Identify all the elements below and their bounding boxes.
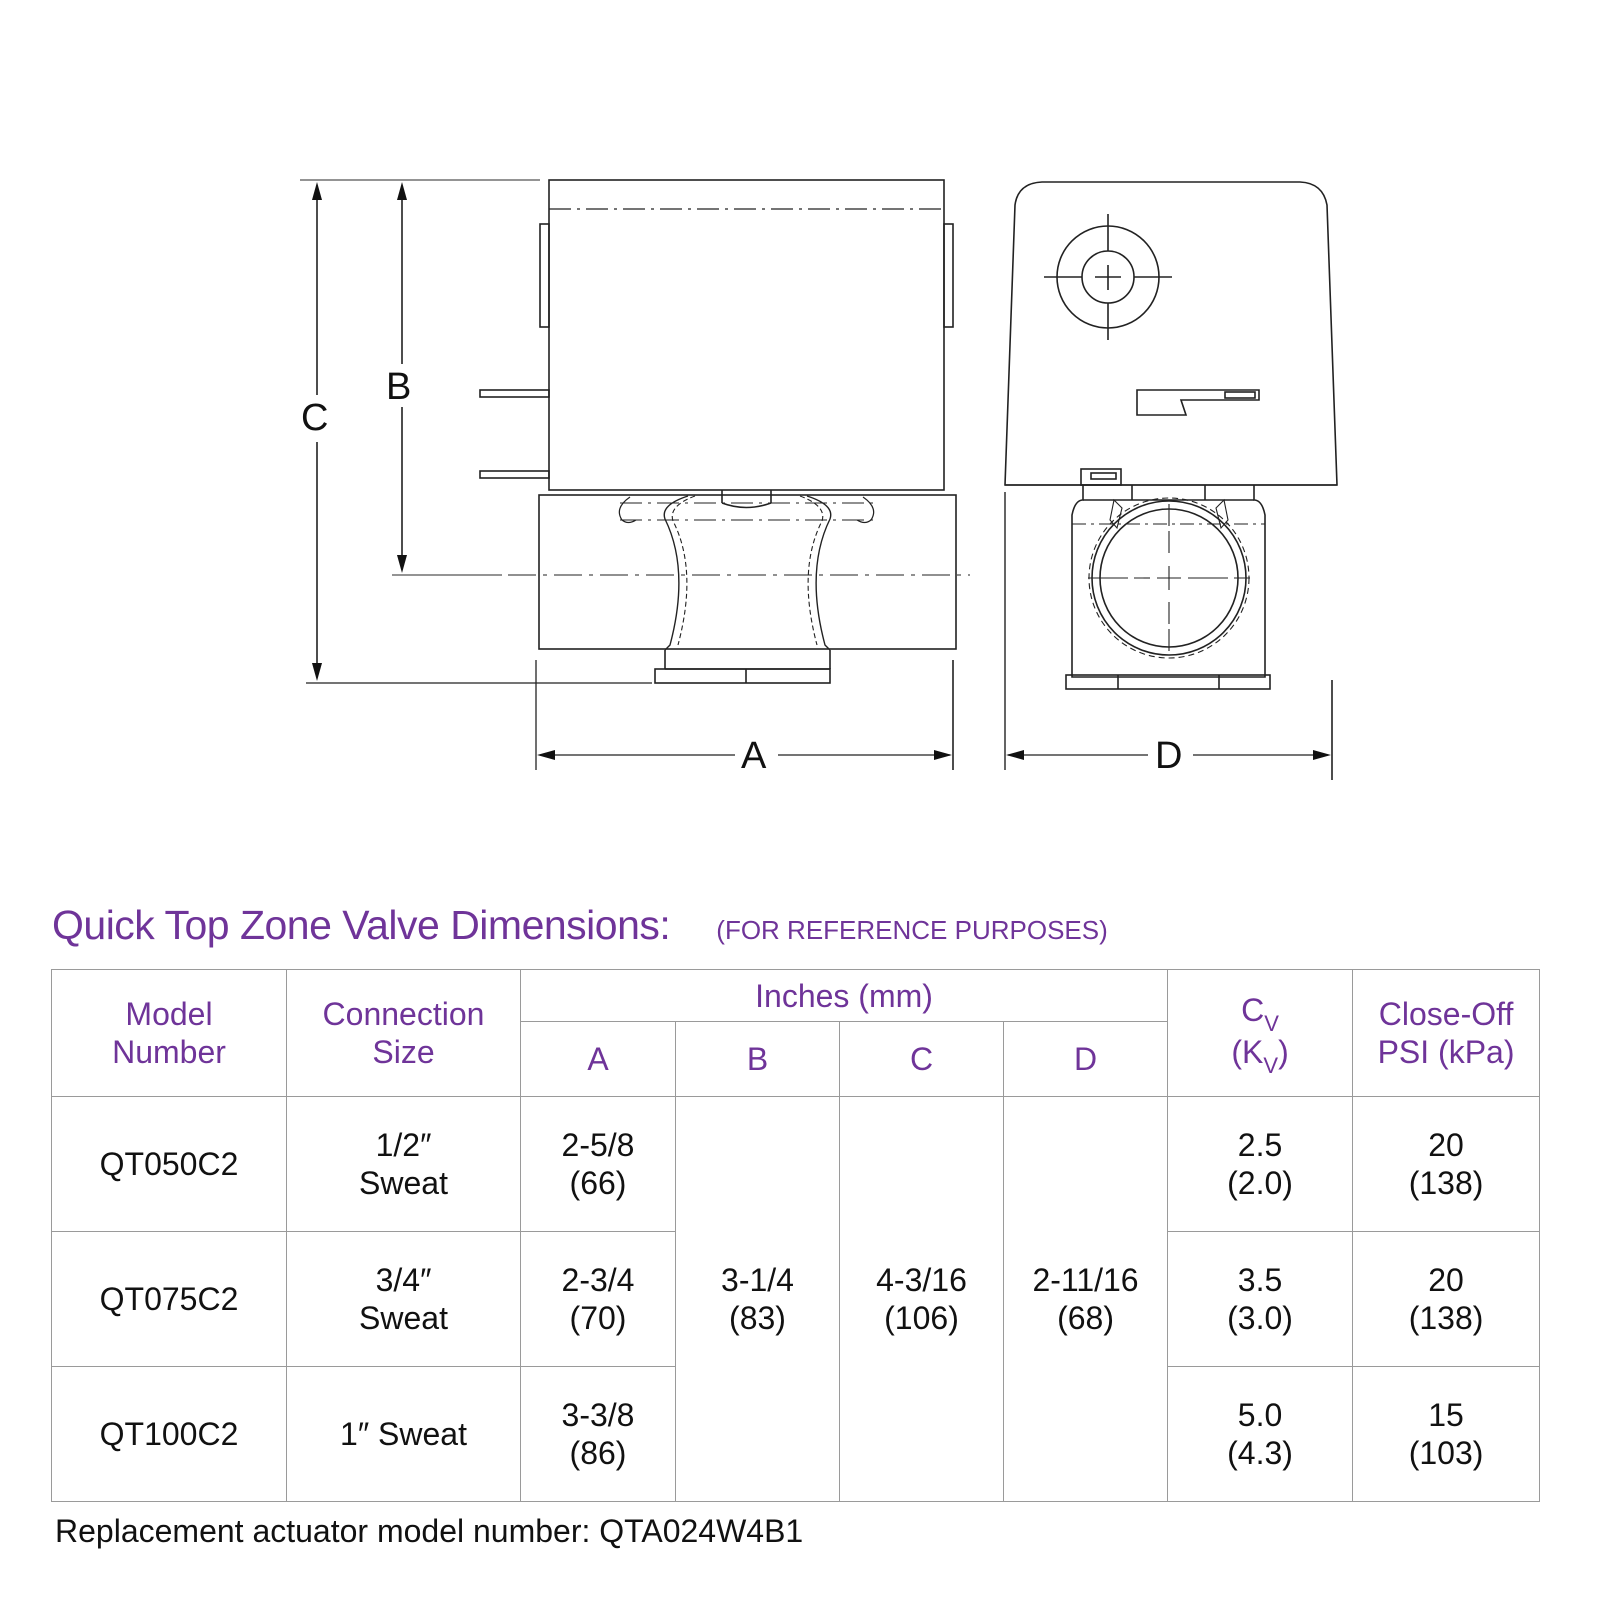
cell-connection: 1/2″ Sweat [287,1097,521,1232]
cell-connection: 3/4″ Sweat [287,1232,521,1367]
cell-connection: 1″ Sweat [287,1367,521,1502]
cell-d-shared: 2-11/16 (68) [1004,1097,1168,1502]
header-close-off: Close-Off PSI (kPa) [1353,970,1540,1097]
side-view [392,180,970,683]
header-cv-kv: $C_V$ $(K_V)$ [1168,970,1353,1097]
front-view [1005,182,1337,689]
header-model-number: Model Number [52,970,287,1097]
table-heading [52,902,1108,949]
dimensions-table [51,969,1540,1502]
page-title: Quick Top Zone Valve Dimensions: [52,902,671,948]
header-b: B [676,1022,840,1097]
dimension-label-b: B [382,368,415,406]
cell-close-off: 15 (103) [1353,1367,1540,1502]
cell-a: 2-3/4 (70) [521,1232,676,1367]
header-c: C [840,1022,1004,1097]
header-d: D [1004,1022,1168,1097]
cell-c-shared: 4-3/16 (106) [840,1097,1004,1502]
dimension-label-d: D [1151,737,1186,775]
cell-model: QT100C2 [52,1367,287,1502]
cell-close-off: 20 (138) [1353,1097,1540,1232]
replacement-actuator-note: Replacement actuator model number: QTA024W4B1 [55,1513,804,1549]
cell-a: 3-3/8 (86) [521,1367,676,1502]
cell-model: QT050C2 [52,1097,287,1232]
cell-cv: 2.5 (2.0) [1168,1097,1353,1232]
cell-b-shared: 3-1/4 (83) [676,1097,840,1502]
header-connection-size: Connection Size [287,970,521,1097]
cell-cv: 5.0 (4.3) [1168,1367,1353,1502]
cell-a: 2-5/8 (66) [521,1097,676,1232]
cell-close-off: 20 (138) [1353,1232,1540,1367]
dimension-label-a: A [737,737,770,775]
table-row [52,1097,1540,1232]
cell-cv: 3.5 (3.0) [1168,1232,1353,1367]
header-inches-mm: Inches (mm) [521,970,1168,1022]
header-a: A [521,1022,676,1097]
cell-model: QT075C2 [52,1232,287,1367]
dimension-label-c: C [297,399,332,437]
dimension-c [300,180,652,683]
page-subtitle: (FOR REFERENCE PURPOSES) [716,915,1108,945]
